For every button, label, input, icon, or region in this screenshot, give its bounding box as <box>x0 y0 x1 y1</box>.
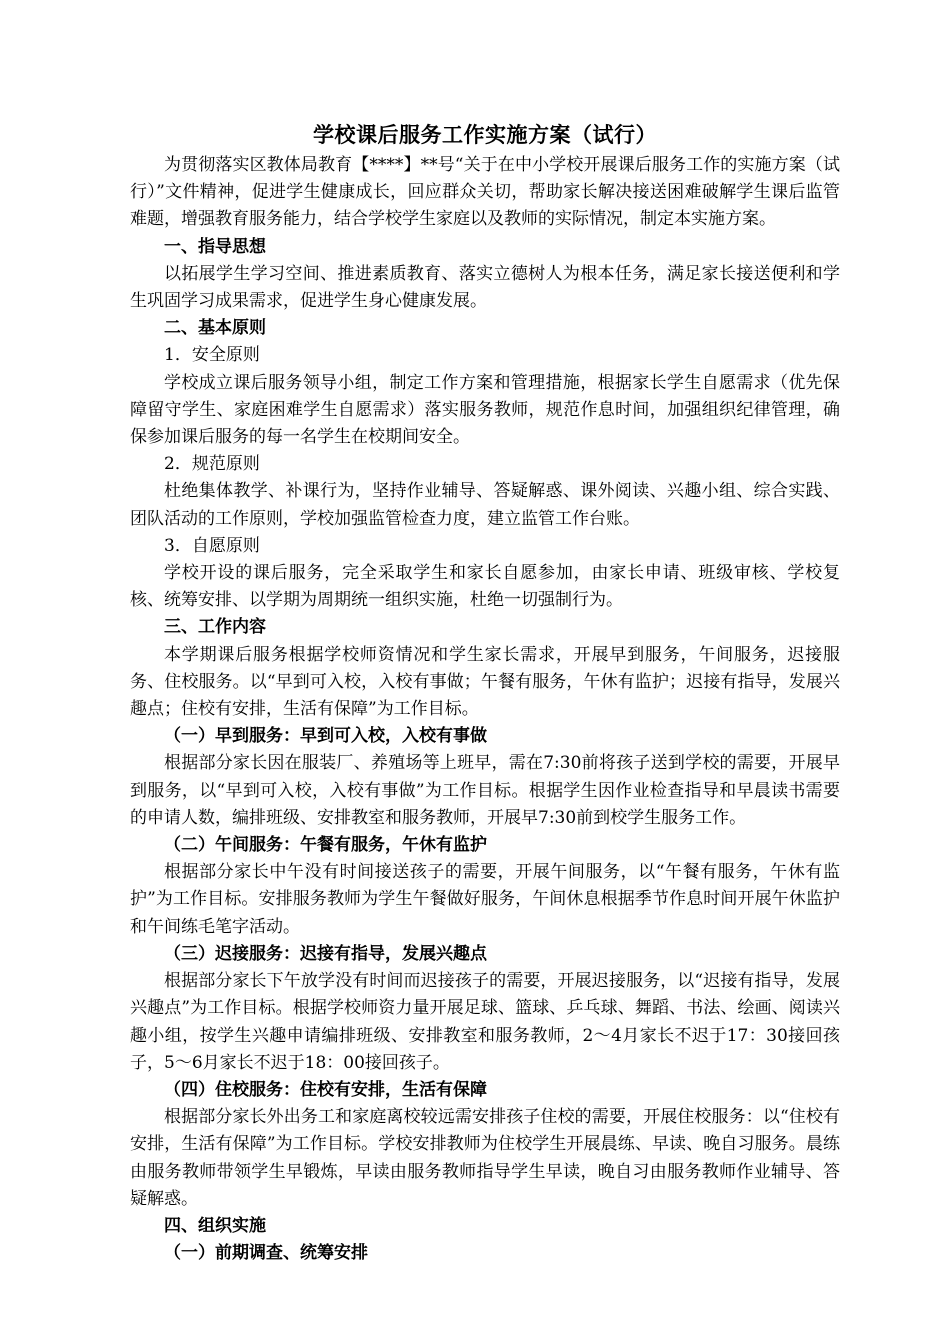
boarding-service-paragraph: 根据部分家长外出务工和家庭离校较远需安排孩子住校的需要，开展住校服务：以“住校有安排，生活有保障”为工作目标。学校安排教师为住校学生开展晨练、早读、晚自习服务。晨练由服务教师带领学生早锻炼，早读由服务教师指导学生早读，晚自习由服务教师作业辅导、答疑解惑。 <box>130 1107 840 1209</box>
section-heading-organization: 四、组织实施 <box>164 1215 266 1236</box>
guiding-ideology-paragraph: 以拓展学生学习空间、推进素质教育、落实立德树人为根本任务，满足家长接送便利和学生巩固学习成果需求，促进学生身心健康发展。 <box>130 263 840 312</box>
noon-service-paragraph: 根据部分家长中午没有时间接送孩子的需要，开展午间服务，以“午餐有服务，午休有监护”为工作目标。安排服务教师为学生午餐做好服务，午间休息根据季节作息时间开展午休监护和午间练毛笔字活动。 <box>130 862 840 937</box>
subsection-heading-early-service: （一）早到服务：早到可入校，入校有事做 <box>164 726 487 747</box>
principle-standard-paragraph: 杜绝集体教学、补课行为，坚持作业辅导、答疑解惑、课外阅读、兴趣小组、综合实践、团队活动的工作原则，学校加强监管检查力度，建立监管工作台账。 <box>130 481 840 529</box>
principle-standard-title: 2．规范原则 <box>164 454 260 475</box>
document-title: 学校课后服务工作实施方案（试行） <box>313 123 657 147</box>
subsection-heading-boarding-service: （四）住校服务：住校有安排，生活有保障 <box>164 1079 487 1100</box>
principle-safety-title: 1．安全原则 <box>164 345 260 366</box>
document-page <box>130 118 840 1267</box>
section-heading-guiding-ideology: 一、指导思想 <box>164 236 266 257</box>
subsection-heading-late-pickup-service: （三）迟接服务：迟接有指导，发展兴趣点 <box>164 943 487 964</box>
early-service-paragraph: 根据部分家长因在服装厂、养殖场等上班早，需在7:30前将孩子送到学校的需要，开展早到服务，以“早到可入校，入校有事做”为工作目标。根据学生因作业检查指导和早晨读书需要的申请人数，编排班级、安排教室和服务教师，开展早7:30前到校学生服务工作。 <box>130 753 840 828</box>
intro-paragraph: 为贯彻落实区教体局教育【****】**号“关于在中小学校开展课后服务工作的实施方案（试行）”文件精神，促进学生健康成长，回应群众关切，帮助家长解决接送困难破解学生课后监管难题，增强教育服务能力，结合学校学生家庭以及教师的实际情况，制定本实施方案。 <box>130 155 840 230</box>
section-heading-basic-principles: 二、基本原则 <box>164 318 266 339</box>
section-heading-work-content: 三、工作内容 <box>164 617 266 638</box>
work-content-paragraph: 本学期课后服务根据学校师资情况和学生家长需求，开展早到服务，午间服务，迟接服务、住校服务。以“早到可入校，入校有事做；午餐有服务，午休有监护；迟接有指导，发展兴趣点；住校有安排，生活有保障”为工作目标。 <box>130 644 840 720</box>
principle-voluntary-title: 3．自愿原则 <box>164 535 260 556</box>
subsection-heading-survey: （一）前期调查、统筹安排 <box>164 1243 368 1264</box>
late-pickup-service-paragraph: 根据部分家长下午放学没有时间而迟接孩子的需要，开展迟接服务，以“迟接有指导，发展兴趣点”为工作目标。根据学校师资力量开展足球、篮球、乒乓球、舞蹈、书法、绘画、阅读兴趣小组，按学生兴趣申请编排班级、安排教室和服务教师，2～4月家长不迟于17：30接回孩子，5～6月家长不迟于18：00接回孩子。 <box>130 971 840 1073</box>
subsection-heading-noon-service: （二）午间服务：午餐有服务，午休有监护 <box>164 835 487 856</box>
principle-safety-paragraph: 学校成立课后服务领导小组，制定工作方案和管理措施，根据家长学生自愿需求（优先保障留守学生、家庭困难学生自愿需求）落实服务教师，规范作息时间，加强组织纪律管理，确保参加课后服务的每一名学生在校期间安全。 <box>130 372 840 448</box>
principle-voluntary-paragraph: 学校开设的课后服务，完全采取学生和家长自愿参加，由家长申请、班级审核、学校复核、统筹安排、以学期为周期统一组织实施，杜绝一切强制行为。 <box>130 563 840 611</box>
